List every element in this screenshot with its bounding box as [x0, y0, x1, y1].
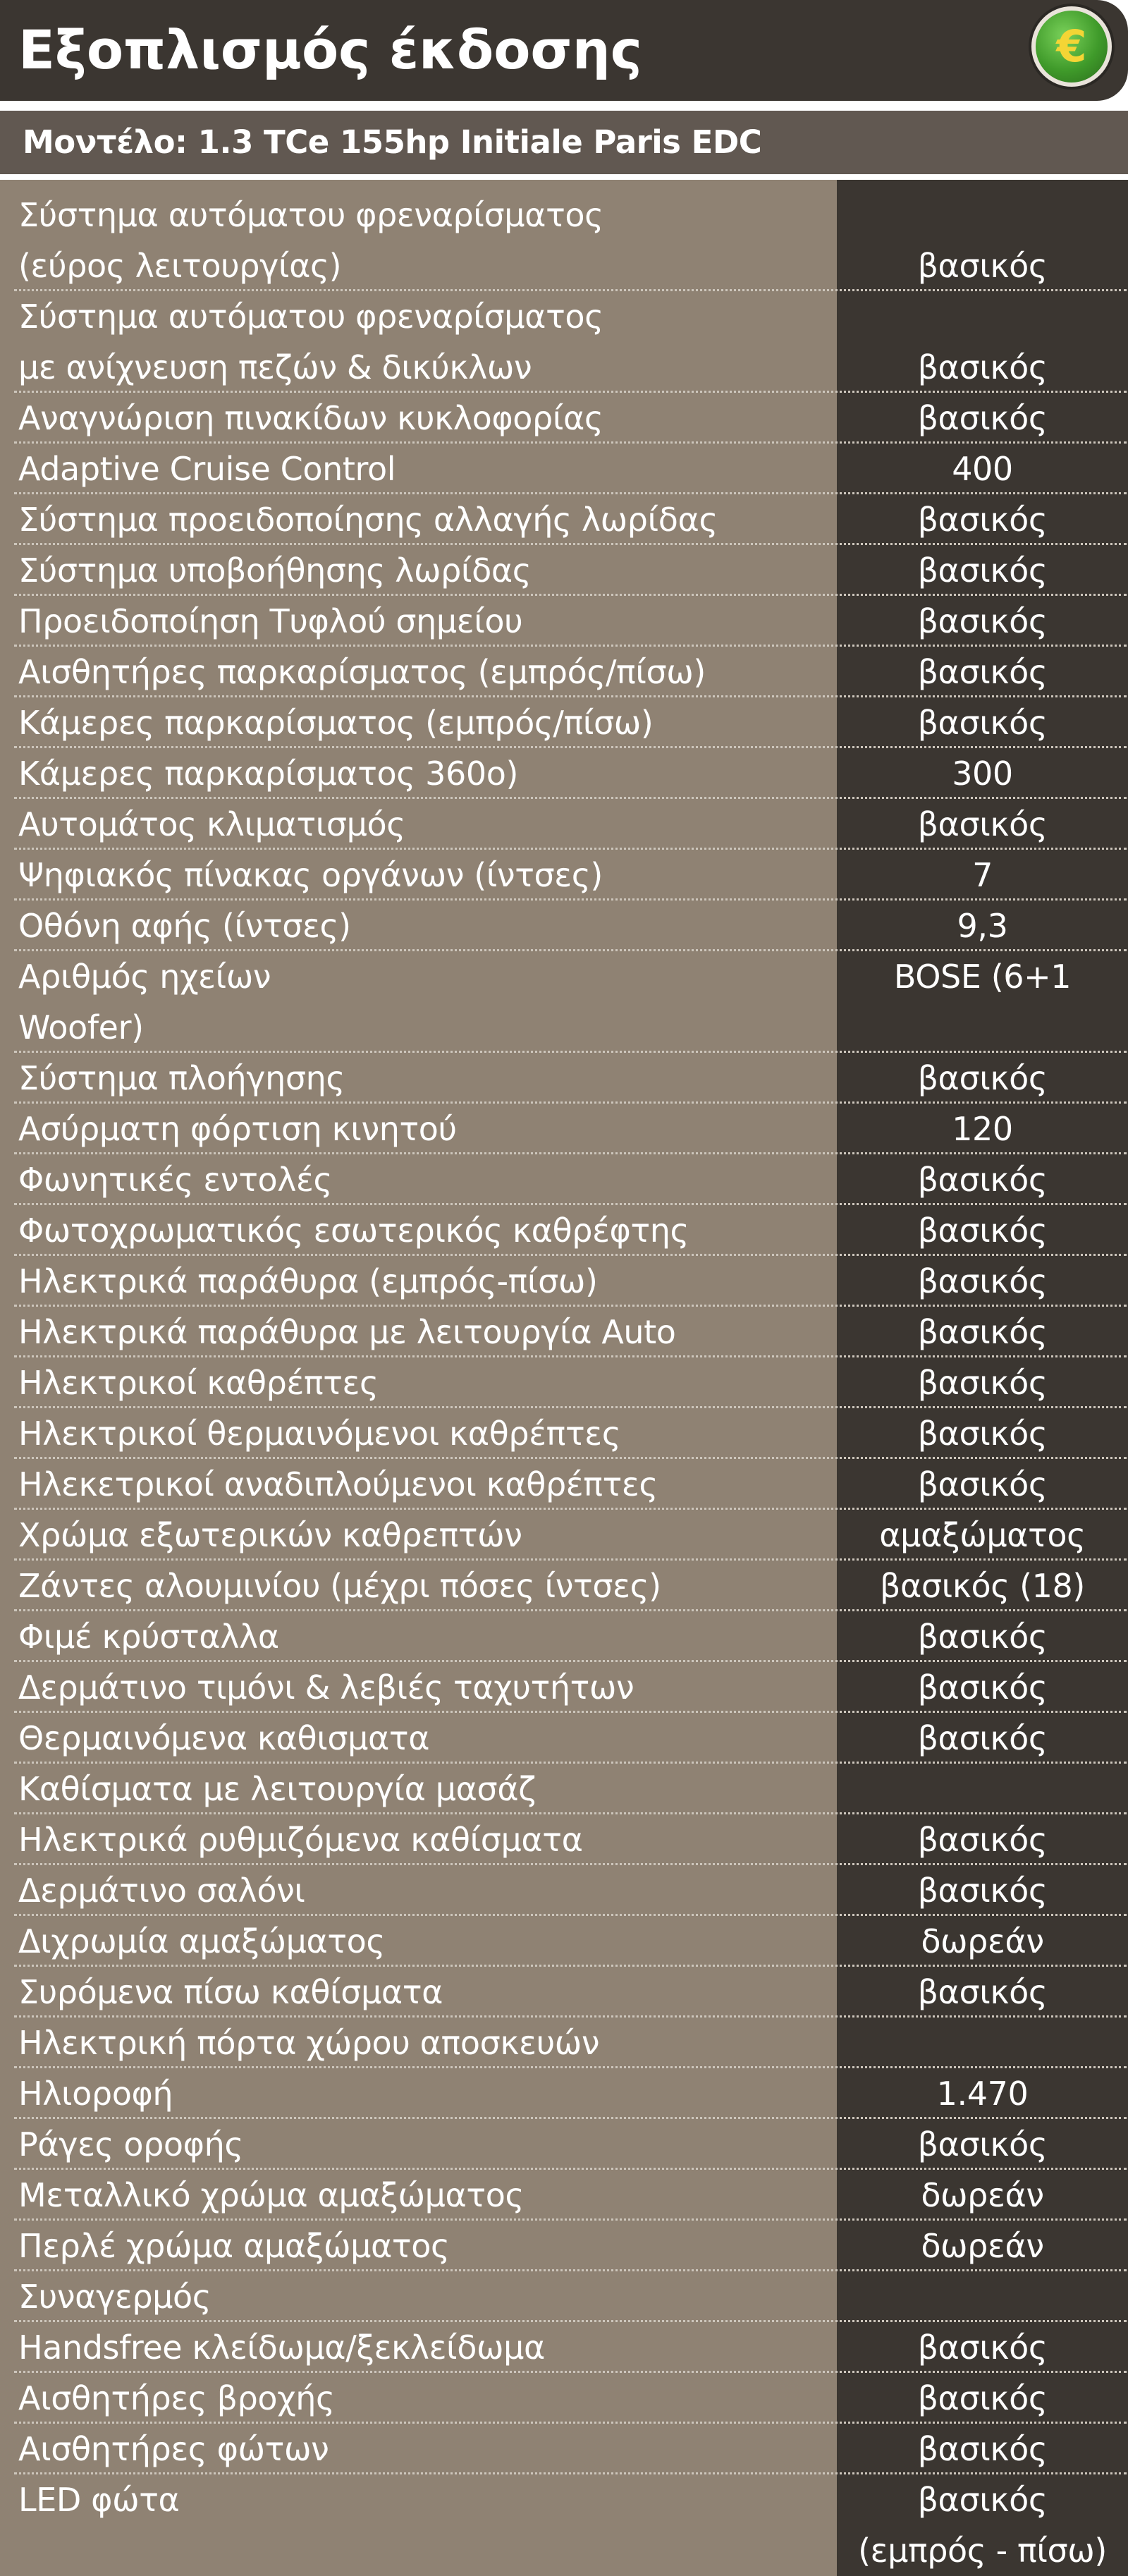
feature-value: βασικός [917, 1973, 1048, 2011]
table-row [0, 850, 1128, 901]
table-row [0, 190, 1128, 291]
table-row [0, 1713, 1128, 1764]
page-title: Εξοπλισμός έκδοσης [18, 18, 642, 81]
feature-label: Αναγνώριση πινακίδων κυκλοφορίας [18, 399, 603, 437]
table-row [0, 1967, 1128, 2018]
feature-label: Συναγερμός [18, 2278, 212, 2316]
feature-label: Ηλεκτρικά ρυθμιζόμενα καθίσματα [18, 1821, 583, 1859]
feature-label: LED φώτα [18, 2481, 180, 2519]
feature-value: βασικός (18) [880, 1567, 1085, 1605]
feature-label: Handsfree κλείδωμα/ξεκλείδωμα [18, 2328, 545, 2367]
feature-label: Ηλεκτρικά παράθυρα (εμπρός-πίσω) [18, 1262, 598, 1300]
feature-value: 7 [972, 856, 993, 894]
table-row [0, 1764, 1128, 1814]
feature-value: βασικός [917, 551, 1048, 590]
feature-value: βασικός [917, 2430, 1048, 2468]
feature-label: Ηλεκτρικά παράθυρα με λειτουργία Auto [18, 1313, 676, 1351]
feature-value: βασικός [917, 1161, 1048, 1199]
feature-label: Καθίσματα με λειτουργία μασάζ [18, 1770, 536, 1808]
feature-label: Δερμάτινο τιμόνι & λεβιές ταχυτήτων [18, 1668, 634, 1707]
table-row [0, 291, 1128, 393]
table-row [0, 697, 1128, 748]
feature-value: βασικός [917, 653, 1048, 691]
feature-label: Ηλιοροφή [18, 2075, 173, 2113]
feature-label: Σύστημα προειδοποίησης αλλαγής λωρίδας [18, 501, 718, 539]
feature-value: βασικός [917, 704, 1048, 742]
feature-label: Περλέ χρώμα αμαξώματος [18, 2227, 450, 2265]
equipment-table [0, 180, 1128, 2576]
table-row [0, 647, 1128, 697]
table-row [0, 1814, 1128, 1865]
table-row [0, 951, 1128, 1053]
feature-value: 9,3 [957, 907, 1008, 945]
table-row [0, 1459, 1128, 1510]
feature-value: βασικός [917, 2125, 1048, 2163]
feature-value: 1.470 [936, 2075, 1029, 2113]
feature-label: Κάμερες παρκαρίσματος 360ο) [18, 755, 519, 793]
feature-label: Ασύρματη φόρτιση κινητού [18, 1110, 457, 1148]
feature-label: Κάμερες παρκαρίσματος (εμπρός/πίσω) [18, 704, 654, 742]
feature-value: βασικός [917, 805, 1048, 843]
table-row [0, 1611, 1128, 1662]
table-row [0, 1256, 1128, 1307]
table-row [0, 1205, 1128, 1256]
feature-label: Διχρωμία αμαξώματος [18, 1922, 386, 1960]
table-row [0, 2170, 1128, 2221]
feature-value: βασικός [917, 602, 1048, 640]
table-row [0, 799, 1128, 850]
feature-value: βασικός [917, 1059, 1048, 1097]
feature-label: Ηλεκτρικοί θερμαινόμενοι καθρέπτες [18, 1415, 621, 1453]
feature-value: βασικός [917, 1415, 1048, 1453]
feature-value: βασικός [917, 1618, 1048, 1656]
feature-label: Μεταλλικό χρώμα αμαξώματος [18, 2176, 525, 2214]
feature-label: Φωνητικές εντολές [18, 1161, 333, 1199]
feature-label: Θερμαινόμενα καθισματα [18, 1719, 430, 1757]
feature-label: Αισθητήρες φώτων [18, 2430, 329, 2468]
feature-label: Δερμάτινο σαλόνι [18, 1872, 305, 1910]
table-row [0, 1408, 1128, 1459]
table-row [0, 1865, 1128, 1916]
feature-value: 300 [952, 755, 1013, 793]
table-row [0, 1916, 1128, 1967]
feature-value: 400 [952, 450, 1013, 488]
feature-value: βασικός [917, 399, 1048, 437]
model-bar [0, 111, 1128, 174]
euro-coin-icon [1031, 6, 1112, 87]
feature-label: Ζάντες αλουμινίου (μέχρι πόσες ίντσες) [18, 1567, 661, 1605]
feature-value: BOSE (6+1 [893, 958, 1072, 996]
feature-label: Σύστημα πλοήγησης [18, 1059, 345, 1097]
feature-value: 120 [952, 1110, 1013, 1148]
table-row [0, 596, 1128, 647]
feature-label: Ηλεκετρικοί αναδιπλούμενοι καθρέπτες [18, 1465, 658, 1503]
table-row [0, 2474, 1128, 2576]
feature-value: δωρεάν [921, 1922, 1044, 1960]
table-row [0, 1357, 1128, 1408]
table-row [0, 901, 1128, 951]
feature-value: βασικός [917, 247, 1048, 285]
feature-value: βασικός [917, 1872, 1048, 1910]
feature-label: Σύστημα αυτόματου φρεναρίσματος με ανίχνευση πεζών & δικύκλων [18, 298, 603, 386]
feature-value: δωρεάν [921, 2176, 1044, 2214]
table-row [0, 545, 1128, 596]
table-row [0, 2271, 1128, 2322]
feature-label: Ηλεκτρικοί καθρέπτες [18, 1364, 379, 1402]
feature-value: βασικός [917, 1364, 1048, 1402]
table-row [0, 2018, 1128, 2068]
feature-label: Σύστημα υποβοήθησης λωρίδας [18, 551, 532, 590]
feature-label: Ράγες οροφής [18, 2125, 243, 2163]
euro-symbol: € [1056, 20, 1087, 72]
feature-label: Σύστημα αυτόματου φρεναρίσματος (εύρος λειτουργίας) [18, 196, 603, 285]
feature-value: βασικός [917, 1668, 1048, 1707]
feature-label: Προειδοποίηση Τυφλού σημείου [18, 602, 523, 640]
table-row [0, 1662, 1128, 1713]
feature-value: βασικός (εμπρός - πίσω) [858, 2481, 1107, 2570]
feature-value: βασικός [917, 2379, 1048, 2417]
table-row [0, 444, 1128, 494]
model-label: Μοντέλο: 1.3 TCe 155hp Initiale Paris EDC [23, 123, 762, 161]
feature-label: Adaptive Cruise Control [18, 450, 396, 488]
table-row [0, 2373, 1128, 2424]
feature-label: Αριθμός ηχείων Woofer) [18, 958, 271, 1046]
feature-label: Συρόμενα πίσω καθίσματα [18, 1973, 443, 2011]
feature-value: βασικός [917, 1465, 1048, 1503]
feature-value: βασικός [917, 1313, 1048, 1351]
feature-label: Φωτοχρωματικός εσωτερικός καθρέφτης [18, 1211, 689, 1250]
feature-label: Αυτομάτος κλιματισμός [18, 805, 405, 843]
table-row [0, 2119, 1128, 2170]
feature-label: Οθόνη αφής (ίντσες) [18, 907, 351, 945]
table-row [0, 494, 1128, 545]
header-bar [0, 0, 1128, 101]
table-row [0, 1561, 1128, 1611]
feature-value: βασικός [917, 2328, 1048, 2367]
table-row [0, 2322, 1128, 2373]
feature-label: Χρώμα εξωτερικών καθρεπτών [18, 1516, 522, 1554]
feature-value: βασικός [917, 348, 1048, 386]
table-row [0, 748, 1128, 799]
feature-label: Αισθητήρες βροχής [18, 2379, 335, 2417]
table-row [0, 1053, 1128, 1104]
feature-label: Ηλεκτρική πόρτα χώρου αποσκευών [18, 2024, 600, 2062]
feature-value: βασικός [917, 1211, 1048, 1250]
feature-label: Αισθητήρες παρκαρίσματος (εμπρός/πίσω) [18, 653, 706, 691]
table-row [0, 2424, 1128, 2474]
feature-value: βασικός [917, 1719, 1048, 1757]
feature-value: βασικός [917, 1262, 1048, 1300]
table-row [0, 1510, 1128, 1561]
feature-value: βασικός [917, 501, 1048, 539]
feature-label: Ψηφιακός πίνακας οργάνων (ίντσες) [18, 856, 603, 894]
feature-value: δωρεάν [921, 2227, 1044, 2265]
table-row [0, 2221, 1128, 2271]
feature-value: βασικός [917, 1821, 1048, 1859]
feature-value: αμαξώματος [879, 1516, 1086, 1554]
table-row [0, 393, 1128, 444]
table-row [0, 2068, 1128, 2119]
table-row [0, 1307, 1128, 1357]
table-row [0, 1154, 1128, 1205]
feature-label: Φιμέ κρύσταλλα [18, 1618, 279, 1656]
table-row [0, 1104, 1128, 1154]
